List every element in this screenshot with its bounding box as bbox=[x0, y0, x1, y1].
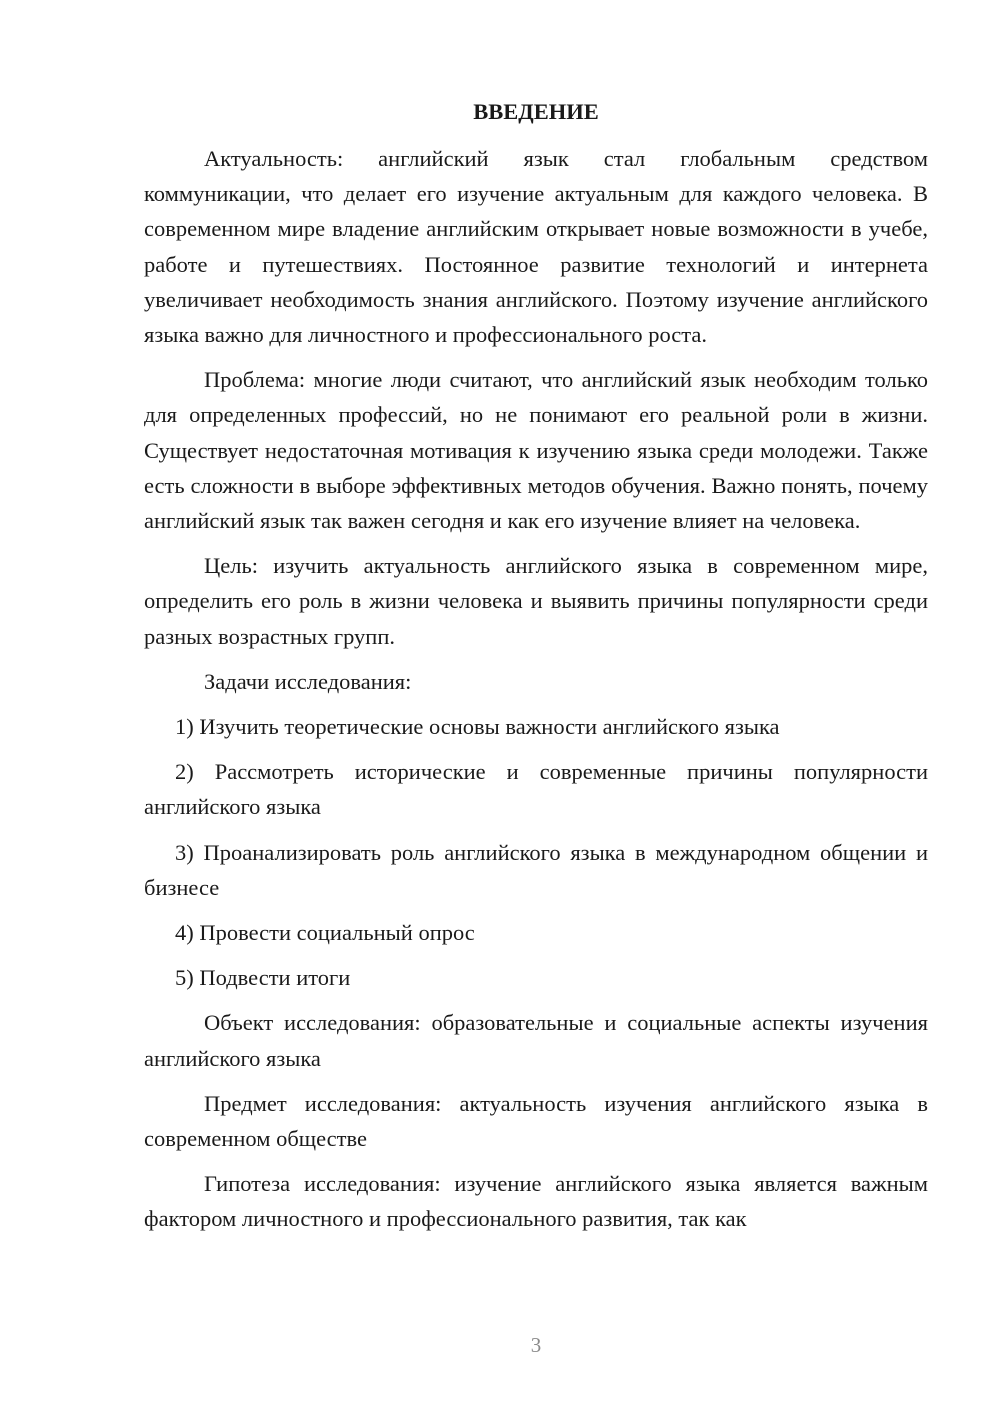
page-content bbox=[144, 94, 928, 1247]
paragraph-hypothesis: Гипотеза исследования: изучение английского языка является важным фактором личностного и профессионального развития, так как bbox=[144, 1171, 928, 1232]
page-title: ВВЕДЕНИЕ bbox=[473, 99, 599, 124]
task-item-5: 5) Подвести итоги bbox=[175, 965, 351, 991]
paragraph-relevance: Актуальность: английский язык стал глобальным средством коммуникации, что делает его изучение актуальным для каждого человека. В современном мире владение английским открывает новые возможности в учебе, работе и путешествиях. Постоянное развитие технологий и интернета увеличивает необходимость знания английского. Поэтому изучение английского языка важно для личностного и профессионального роста. bbox=[144, 146, 928, 348]
task-item-2: 2) Рассмотреть исторические и современные причины популярности английского языка bbox=[144, 759, 928, 820]
tasks-heading: Задачи исследования: bbox=[204, 668, 412, 694]
paragraph-goal: Цель: изучить актуальность английского языка в современном мире, определить его роль в жизни человека и выявить причины популярности среди разных возрастных групп. bbox=[144, 553, 928, 649]
tasks-list bbox=[144, 709, 928, 995]
page-number: 3 bbox=[530, 1333, 542, 1357]
paragraph-subject: Предмет исследования: актуальность изучения английского языка в современном обществе bbox=[144, 1090, 928, 1152]
task-item-4: 4) Провести социальный опрос bbox=[175, 920, 475, 946]
task-item-3: 3) Проанализировать роль английского языка в международном общении и бизнесе bbox=[144, 839, 928, 900]
paragraph-object: Объект исследования: образовательные и социальные аспекты изучения английского языка bbox=[144, 1010, 928, 1071]
task-item-1: 1) Изучить теоретические основы важности английского языка bbox=[175, 714, 780, 740]
paragraph-problem: Проблема: многие люди считают, что английский язык необходим только для определенных профессий, но не понимают его реальной роли в жизни. Существует недостаточная мотивация к изучению языка среди молодежи. Также есть сложности в выборе эффективных методов обучения. Важно понять, почему английский язык так важен сегодня и как его изучение влияет на человека. bbox=[144, 367, 928, 534]
